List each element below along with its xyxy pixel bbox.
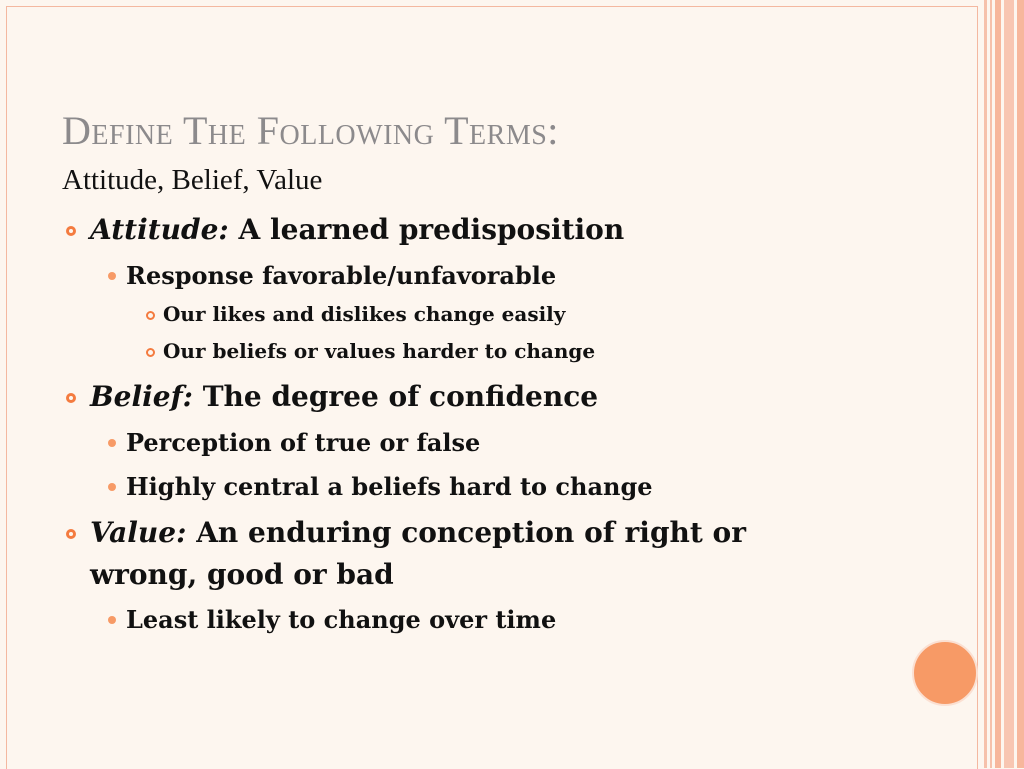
subbullet-perception: Perception of true or false — [126, 428, 481, 457]
decorative-stripes — [984, 0, 1024, 768]
bullet-value-line2: wrong, good or bad — [90, 558, 394, 591]
dot-bullet-icon — [108, 439, 116, 447]
definition-belief: The degree of confidence — [192, 380, 599, 413]
subbullet-response: Response favorable/unfavorable — [126, 261, 557, 290]
definition-attitude: A learned predisposition — [228, 213, 625, 246]
decorative-circle — [912, 640, 978, 706]
stripe — [995, 0, 1001, 768]
stripe — [984, 0, 987, 768]
hollow-circle-bullet-icon — [66, 529, 76, 539]
small-hollow-circle-bullet-icon — [146, 348, 155, 357]
slide-title: Define The Following Terms: — [62, 108, 559, 153]
bullet-value — [90, 516, 746, 549]
hollow-circle-bullet-icon — [66, 393, 76, 403]
stripe — [990, 0, 992, 768]
bullet-attitude — [90, 213, 624, 246]
term-value: Value: — [90, 516, 187, 549]
subbullet-central: Highly central a beliefs hard to change — [126, 472, 653, 501]
subsubbullet-likes: Our likes and dislikes change easily — [163, 302, 566, 326]
hollow-circle-bullet-icon — [66, 226, 76, 236]
bullet-belief — [90, 380, 598, 413]
term-attitude: Attitude: — [90, 213, 229, 246]
slide-subtitle: Attitude, Belief, Value — [62, 164, 323, 196]
term-belief: Belief: — [90, 380, 193, 413]
dot-bullet-icon — [108, 272, 116, 280]
small-hollow-circle-bullet-icon — [146, 311, 155, 320]
dot-bullet-icon — [108, 483, 116, 491]
dot-bullet-icon — [108, 616, 116, 624]
definition-value: An enduring conception of right or — [186, 516, 746, 549]
subbullet-least: Least likely to change over time — [126, 605, 557, 634]
stripe — [1017, 0, 1024, 768]
stripe — [1004, 0, 1014, 768]
subsubbullet-beliefs: Our beliefs or values harder to change — [163, 339, 596, 363]
